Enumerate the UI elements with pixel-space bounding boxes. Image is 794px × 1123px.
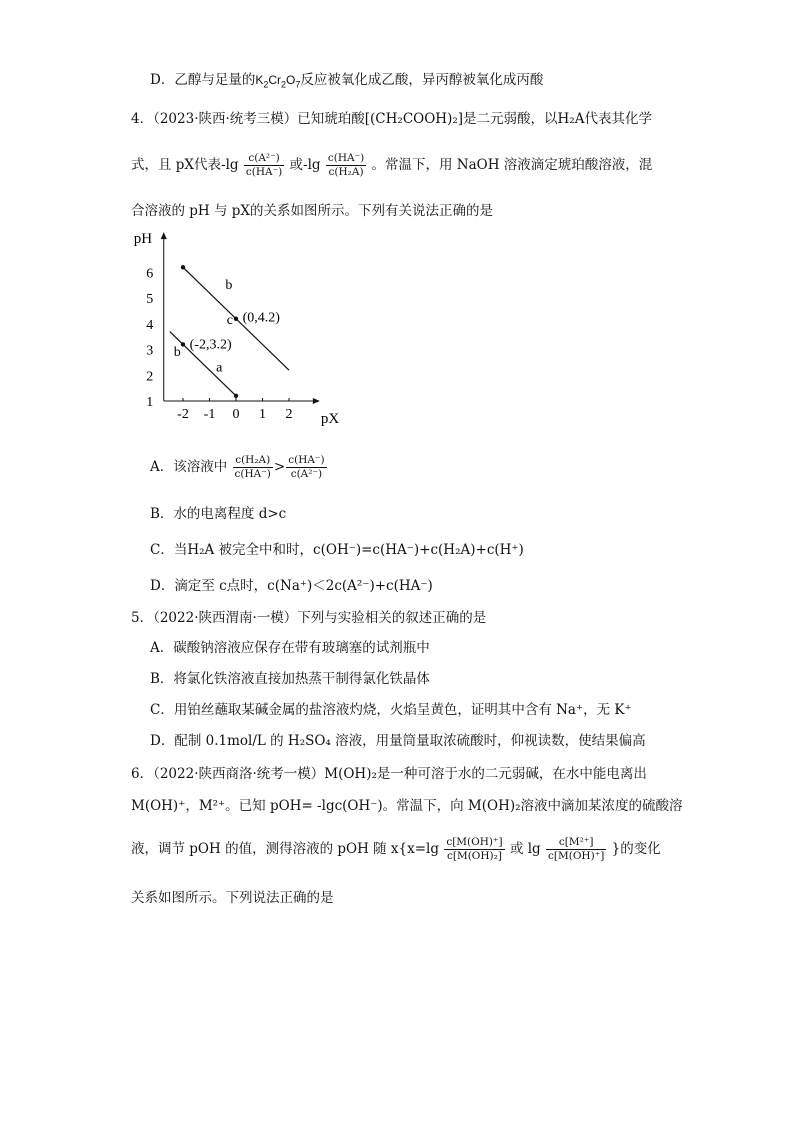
x-tick-label: 1 [259,407,266,422]
q6-stem-line4: 关系如图所示。下列说法正确的是 [131,890,334,906]
data-point [181,342,185,346]
q6-fraction-2: $\frac{\text{c[M²⁺]}}{c[M(OH)^+]}$ [548,836,605,862]
q4-stem-line3: 合溶液的 pH 与 pX的关系如图所示。下列有关说法正确的是 [131,203,494,219]
data-point [234,394,238,398]
q6-stem-line1: 6．（2022·陕西商洛·统考一模）M(OH)₂是一种可溶于水的二元弱碱，在水中能电离出 [131,766,647,782]
y-tick-label: 3 [146,343,154,359]
q4-stem-line2: 式，且 pX代表-lg $\frac{\text{c(A²⁻)}}{c(HA^-)}$ 或-lg $\frac{c(HA^-)}{\text{c(H₂A)}}$ 。常温下，用 NaOH 溶液滴定琥珀酸溶液，混 [131,152,653,178]
q6-fraction-1: $\frac{c[M(OH)^+]}{\text{c[M(OH)₂]}}$ [446,836,503,862]
q5-option-a: A．碳酸钠溶液应保存在带有玻璃塞的试剂瓶中 [150,640,430,656]
q4-chart [133,226,368,427]
x-tick-label: -2 [177,407,189,422]
y-tick-label: 2 [146,369,154,385]
option-d-prev: D．乙醇与足量的$K_2Cr_2O_7$反应被氧化成乙酸，异丙醇被氧化成丙酸 [150,72,544,90]
q5-option-b: B．将氯化铁溶液直接加热蒸干制得氯化铁晶体 [150,671,430,687]
q4-option-a: A．该溶液中 $\frac{\text{c(H₂A)}}{c(HA^-)}$ > $\frac{c(HA^-)}{\text{c(A²⁻)}}$ [150,454,325,480]
chart-annotation: c [226,312,233,328]
chart-annotation: (-2,3.2) [189,337,232,353]
q4-option-c: C．当H₂A 被完全中和时，c(OH⁻)=c(HA⁻)+c(H₂A)+c(H⁺) [150,542,524,558]
q4-stem-line1: 4．（2023·陕西·统考三模）已知琥珀酸[(CH₂COOH)₂]是二元弱酸，以H₂A代表其化学 [131,111,652,127]
chart-annotation: a [216,360,223,376]
q4-option-b: B．水的电离程度 d>c [150,506,287,522]
q4-fraction-1: $\frac{\text{c(A²⁻)}}{c(HA^-)}$ [245,152,283,178]
chart-annotation: b [173,345,181,361]
q6-stem-line3: 液，调节 pOH 的值，测得溶液的 pOH 随 x{x=lg $\frac{c[M(OH)^+]}{\text{c[M(OH)₂]}}$ 或 lg $\frac{\text{c[M²⁺]}}{c[M(OH)^+]}$ }的变化 [131,836,661,862]
x-axis-arrow [313,398,320,404]
y-axis-label: pH [133,231,153,248]
y-tick-label: 5 [146,292,154,308]
q5-option-d: D．配制 0.1mol/L 的 H₂SO₄ 溶液，用量筒量取浓硫酸时，仰视读数，使结果偏高 [150,733,646,749]
x-tick-label: 2 [285,407,293,422]
data-point [181,265,185,269]
y-tick-label: 4 [146,317,154,333]
x-axis-label: pX [320,411,340,427]
q5-option-c: C．用铂丝蘸取某碱金属的盐溶液灼烧，火焰呈黄色，证明其中含有 Na⁺，无 K⁺ [150,702,632,718]
chart-annotation: (0,4.2) [242,310,280,326]
x-tick-label: -1 [203,407,216,422]
q4-option-d: D．滴定至 c点时，c(Na⁺)＜2c(A²⁻)+c(HA⁻) [150,578,433,594]
chart-annotation: b [225,278,233,294]
x-tick-label: 0 [232,407,240,422]
q4-fraction-2: $\frac{c(HA^-)}{\text{c(H₂A)}}$ [327,152,365,178]
q5-stem: 5．（2022·陕西渭南·一模）下列与实验相关的叙述正确的是 [131,610,487,626]
y-tick-label: 1 [146,395,154,410]
data-point [234,317,238,321]
y-axis-arrow [161,232,167,239]
q6-stem-line2: M(OH)⁺，M²⁺。已知 pOH= -lgc(OH⁻)。常温下，向 M(OH)₂溶液中滴加某浓度的硫酸溶 [131,798,683,814]
y-tick-label: 6 [146,266,154,282]
